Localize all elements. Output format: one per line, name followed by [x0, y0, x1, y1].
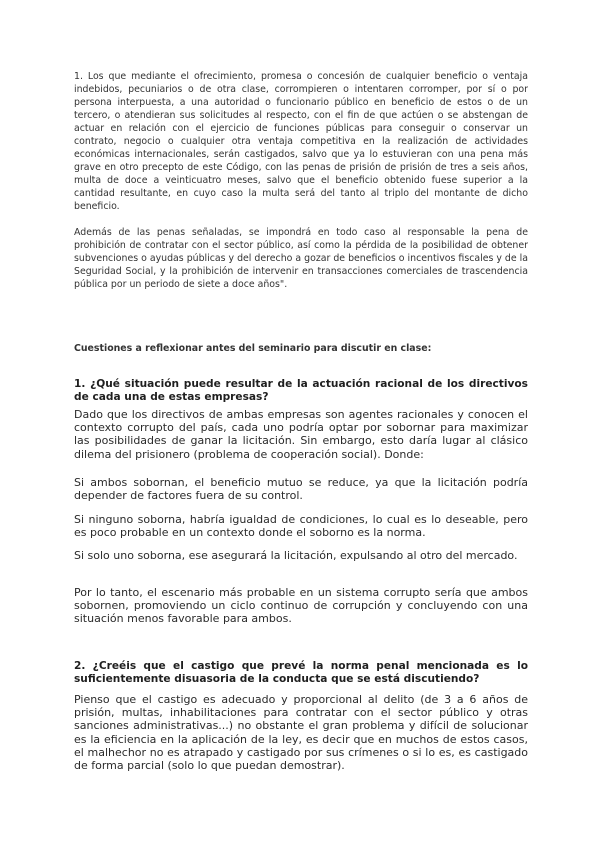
question-1-paragraph-4: Si solo uno soborna, ese asegurará la licitación, expulsando al otro del mercado. — [74, 549, 518, 562]
question-1-title: 1. ¿Qué situación puede resultar de la actuación racional de los directivos de cada una de estas empresas? — [74, 378, 528, 403]
question-1-paragraph-1: Dado que los directivos de ambas empresas son agentes racionales y conocen el contexto corrupto del país, cada uno podría optar por sobornar para maximizar las posibilidades de ganar la licitación. Sin embargo, esto daría lugar al clásico dilema del prisionero (problema de cooperación social). Donde: — [74, 408, 528, 461]
question-1-paragraph-3: Si ninguno soborna, habría igualdad de condiciones, lo cual es lo deseable, pero es poco probable en un contexto donde el soborno es la norma. — [74, 513, 528, 540]
question-1-paragraph-2: Si ambos sobornan, el beneficio mutuo se reduce, ya que la licitación podría depender de factores fuera de su control. — [74, 476, 528, 503]
question-2-paragraph-1: Pienso que el castigo es adecuado y proporcional al delito (de 3 a 6 años de prisión, multas, inhabilitaciones para contratar con el sector público y otras sanciones administrativas...) no obstante el gran problema y difícil de solucionar es la eficiencia en la aplicación de la ley, es decir que en muchos de estos casos, el malhechor no es atrapado y castigado por sus crímenes o si lo es, es castigado de forma parcial (solo lo que puedan demostrar). — [74, 693, 528, 773]
law-paragraph-2: Además de las penas señaladas, se impondrá en todo caso al responsable la pena de prohibición de contratar con el sector público, así como la pérdida de la posibilidad de obtener subvenciones o ayudas públicas y del derecho a gozar de beneficios o incentivos fiscales y de la Seguridad Social, y la prohibición de intervenir en transacciones comerciales de trascendencia pública por un periodo de siete a doce años". — [74, 227, 528, 290]
law-paragraph-1: 1. Los que mediante el ofrecimiento, promesa o concesión de cualquier beneficio o ventaja indebidos, pecuniarios o de otra clase, corrompieren o intentaren corromper, por sí o por persona interpuesta, a una autoridad o funcionario público en beneficio de estos o de un tercero, o atendieran sus solicitudes al respecto, con el fin de que actúen o se abstengan de actuar en relación con el ejercicio de funciones públicas para conseguir o conservar un contrato, negocio o cualquier otra ventaja competitiva en la realización de actividades económicas internacionales, serán castigados, salvo que ya lo estuvieran con una pena más grave en otro precepto de este Código, con las penas de prisión de prisión de tres a seis años, multa de doce a veinticuatro meses, salvo que el beneficio obtenido fuese superior a la cantidad resultante, en cuyo caso la multa será del tanto al triplo del montante de dicho beneficio. — [74, 71, 528, 212]
question-1-paragraph-5: Por lo tanto, el escenario más probable en un sistema corrupto sería que ambos sobornen, promoviendo un ciclo continuo de corrupción y concluyendo con una situación menos favorable para ambos. — [74, 586, 528, 626]
section-heading: Cuestiones a reflexionar antes del seminario para discutir en clase: — [74, 343, 432, 354]
question-2-title: 2. ¿Creéis que el castigo que prevé la norma penal mencionada es lo suficientemente disuasoria de la conducta que se está discutiendo? — [74, 660, 528, 685]
